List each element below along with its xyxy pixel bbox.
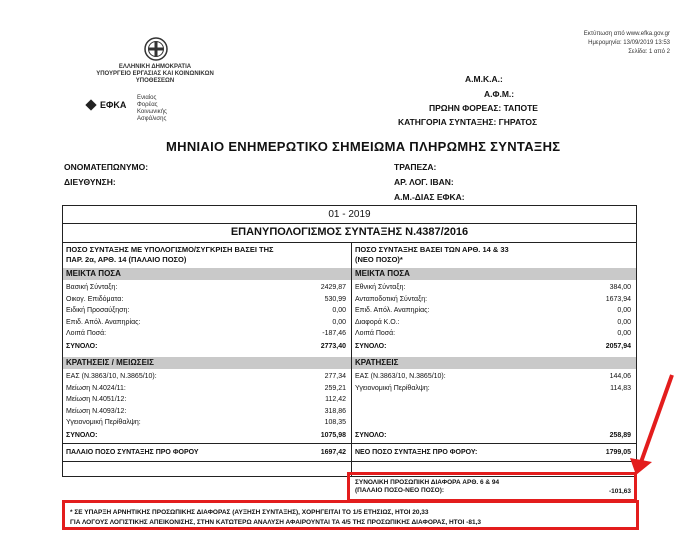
old-amount (66, 448, 346, 457)
row-label: Διαφορά Κ.Ο.: (355, 318, 400, 326)
right-gross-total-value: 2057,94 (605, 343, 631, 350)
left-ded-total-label: ΣΥΝΟΛΟ: (66, 432, 98, 439)
row-label: ΕΑΣ (Ν.3863/10, Ν.3865/10): (355, 373, 446, 380)
table-row (355, 306, 631, 315)
right-head1: ΠΟΣΟ ΣΥΝΤΑΞΗΣ ΒΑΣΕΙ ΤΩΝ ΑΡΘ. 14 & 33 (355, 245, 509, 254)
ministry-block (70, 64, 240, 85)
row-value: 0,00 (617, 318, 631, 326)
right-ded-total (355, 431, 631, 440)
row-label: Υγειονομική Περίθαλψη: (355, 384, 430, 392)
left-header (66, 245, 274, 265)
table-row (66, 306, 346, 315)
left-gross-total (66, 342, 346, 351)
left-ded-total (66, 431, 346, 440)
row-label: Βασική Σύνταξη: (66, 284, 118, 291)
row-value: 277,34 (324, 373, 346, 380)
table-row (66, 372, 346, 381)
row-label: Επιδ. Απόλ. Αναπηρίας: (355, 307, 430, 314)
row-label: Ανταποδοτική Σύνταξη: (355, 295, 428, 303)
footnote-line1: * ΣΕ ΥΠΑΡΞΗ ΑΡΝΗΤΙΚΗΣ ΠΡΟΣΩΠΙΚΗΣ ΔΙΑΦΟΡΑΣ (ΑΥΞΗΣΗ ΣΥΝΤΑΞΗΣ), ΧΟΡΗΓΕΙΤΑΙ ΤΟ 1/5 ΕΤΗΣΙΩΣ, ΗΤΟΙ 20,33 (70, 509, 429, 516)
efka-sub2: Φορέας (137, 102, 158, 108)
table-row (355, 329, 631, 338)
iban-label: ΑΡ. ΛΟΓ. ΙΒΑΝ: (394, 177, 454, 187)
row-label: Μείωση Ν.4024/11: (66, 384, 126, 392)
row-value: 108,35 (324, 419, 346, 426)
row-label: Υγειονομική Περίθαλψη: (66, 419, 141, 426)
ministry-line1: ΕΛΛΗΝΙΚΗ ΔΗΜΟΚΡΑΤΙΑ (118, 64, 192, 70)
table-row (66, 283, 346, 292)
left-head1: ΠΟΣΟ ΣΥΝΤΑΞΗΣ ΜΕ ΥΠΟΛΟΓΙΣΜΟ/ΣΥΓΚΡΙΣΗ ΒΑΣΕΙ ΤΗΣ (66, 245, 274, 254)
greek-emblem-icon (144, 37, 168, 61)
table-row (66, 295, 346, 304)
row-value: 259,21 (324, 384, 346, 392)
diff-label2: (ΠΑΛΑΙΟ ΠΟΣΟ-ΝΕΟ ΠΟΣΟ): (355, 487, 445, 494)
table-row (355, 372, 631, 381)
old-amount-label: ΠΑΛΑΙΟ ΠΟΣΟ ΣΥΝΤΑΞΗΣ ΠΡΟ ΦΟΡΟΥ (66, 449, 199, 456)
table-row (66, 395, 346, 404)
name-label: ΟΝΟΜΑΤΕΠΩΝΥΜΟ: (64, 162, 149, 172)
new-amount (355, 448, 631, 457)
old-amount-value: 1697,42 (320, 449, 346, 456)
left-gross-total-value: 2773,40 (320, 343, 346, 350)
right-head2: (ΝΕΟ ΠΟΣΟ)* (355, 255, 403, 264)
efka-sub4: Ασφάλισης (137, 116, 167, 122)
pension-table (62, 205, 637, 477)
footnote-line2: ΓΙΑ ΛΟΓΟΥΣ ΛΟΓΙΣΤΙΚΗΣ ΑΠΕΙΚΟΝΙΣΗΣ, ΣΤΗΝ ΚΑΤΩΤΕΡΩ ΑΝΑΛΥΣΗ ΑΦΑΙΡΟΥΝΤΑΙ ΤΑ 4/5 ΤΗΣ ΠΡΟΣΩΠΙΚΗΣ ΔΙΑΦΟΡΑΣ, ΗΤΟΙ -81,3 (70, 519, 481, 526)
right-header (355, 245, 509, 265)
highlight-difference-box (347, 472, 637, 502)
table-row (66, 384, 346, 393)
table-row (355, 318, 631, 327)
left-head2: ΠΑΡ. 2α, ΑΡΘ. 14 (ΠΑΛΑΙΟ ΠΟΣΟ) (66, 255, 187, 264)
left-gross-total-label: ΣΥΝΟΛΟ: (66, 343, 98, 350)
right-gross-bar: ΜΕΙΚΤΑ ΠΟΣΑ (352, 268, 636, 280)
ministry-line2: ΥΠΟΥΡΓΕΙΟ ΕΡΓΑΣΙΑΣ ΚΑΙ ΚΟΙΝΩΝΙΚΩΝ (96, 71, 214, 77)
row-label: Εθνική Σύνταξη: (355, 284, 406, 291)
afm-label: Α.Φ.Μ.: (484, 89, 515, 99)
table-row (66, 329, 346, 338)
former-fund: ΠΡΩΗΝ ΦΟΡΕΑΣ: ΤΑΠΟΤΕ (429, 103, 538, 113)
bank-label: ΤΡΑΠΕΖΑ: (394, 162, 437, 172)
pension-category: ΚΑΤΗΓΟΡΙΑ ΣΥΝΤΑΞΗΣ: ΓΗΡΑΤΟΣ (398, 117, 538, 127)
row-label: Επιδ. Απόλ. Αναπηρίας: (66, 318, 141, 326)
row-value: 1673,94 (605, 295, 631, 303)
printed-from: Εκτύπωση από www.efka.gov.gr (583, 31, 670, 37)
new-amount-label: ΝΕΟ ΠΟΣΟ ΣΥΝΤΑΞΗΣ ΠΡΟ ΦΟΡΟΥ: (355, 449, 478, 456)
row-value: 144,06 (609, 373, 631, 380)
table-row (355, 384, 631, 393)
table-row (66, 418, 346, 427)
row-value: 0,00 (617, 330, 631, 337)
efka-subtitle (137, 95, 167, 123)
row-label: Οικογ. Επιδόματα: (66, 295, 124, 303)
row-label: ΕΑΣ (Ν.3863/10, Ν.3865/10): (66, 373, 157, 380)
row-value: 530,99 (324, 295, 346, 303)
row-value: 318,86 (324, 407, 346, 415)
page-number: Σελίδα: 1 από 2 (628, 49, 670, 55)
right-gross-total-label: ΣΥΝΟΛΟ: (355, 343, 387, 350)
print-date: Ημερομηνία: 13/09/2019 13:53 (588, 40, 670, 46)
print-info (584, 30, 670, 57)
row-label: Λοιπά Ποσά: (355, 330, 396, 337)
table-row (66, 407, 346, 416)
right-ded-total-label: ΣΥΝΟΛΟ: (355, 432, 387, 439)
row-label: Μείωση Ν.4051/12: (66, 396, 127, 403)
row-label: Ειδική Προσαύξηση: (66, 307, 130, 314)
efka-text: ΕΦΚΑ (100, 100, 127, 110)
row-label: Μείωση Ν.4093/12: (66, 407, 127, 415)
diff-value: -101,63 (608, 488, 631, 495)
right-ded-total-value: 258,89 (609, 432, 631, 439)
table-row (66, 318, 346, 327)
row-value: 112,42 (325, 396, 346, 403)
red-arrow-icon (600, 370, 680, 480)
right-gross-total (355, 342, 631, 351)
period: 01 - 2019 (328, 209, 371, 220)
row-value: -187,46 (322, 330, 346, 337)
row-value: 0,00 (332, 318, 346, 326)
recalc-title: ΕΠΑΝΥΠΟΛΟΓΙΣΜΟΣ ΣΥΝΤΑΞΗΣ Ν.4387/2016 (230, 226, 469, 238)
am-label: Α.Μ.-ΔΙΑΣ ΕΦΚΑ: (394, 192, 465, 202)
new-amount-value: 1799,05 (605, 449, 631, 456)
efka-logo (86, 100, 126, 110)
left-ded-total-value: 1075,98 (320, 432, 346, 439)
efka-sub1: Ενιαίος (137, 95, 157, 101)
row-value: 2429,87 (320, 284, 346, 291)
right-deductions-bar: ΚΡΑΤΗΣΕΙΣ (352, 357, 636, 369)
address-label: ΔΙΕΥΘΥΝΣΗ: (64, 177, 116, 187)
row-value: 0,00 (617, 307, 631, 314)
efka-cube-icon (85, 99, 96, 110)
left-gross-bar: ΜΕΙΚΤΑ ΠΟΣΑ (63, 268, 351, 280)
row-value: 0,00 (332, 307, 346, 314)
table-row (355, 283, 631, 292)
row-label: Λοιπά Ποσά: (66, 330, 107, 337)
row-value: 114,83 (610, 384, 631, 392)
ministry-line3: ΥΠΟΘΕΣΕΩΝ (135, 78, 175, 84)
row-value: 384,00 (609, 284, 631, 291)
efka-sub3: Κοινωνικής (137, 109, 167, 115)
highlight-footnote-box (62, 500, 639, 530)
page-title: ΜΗΝΙΑΙΟ ΕΝΗΜΕΡΩΤΙΚΟ ΣΗΜΕΙΩΜΑ ΠΛΗΡΩΜΗΣ ΣΥΝΤΑΞΗΣ (166, 139, 561, 154)
table-row (355, 295, 631, 304)
diff-label1: ΣΥΝΟΛΙΚΗ ΠΡΟΣΩΠΙΚΗ ΔΙΑΦΟΡΑ ΑΡΘ. 6 & 94 (355, 479, 500, 486)
left-deductions-bar: ΚΡΑΤΗΣΕΙΣ / ΜΕΙΩΣΕΙΣ (63, 357, 351, 369)
amka-label: Α.Μ.Κ.Α.: (465, 74, 503, 84)
